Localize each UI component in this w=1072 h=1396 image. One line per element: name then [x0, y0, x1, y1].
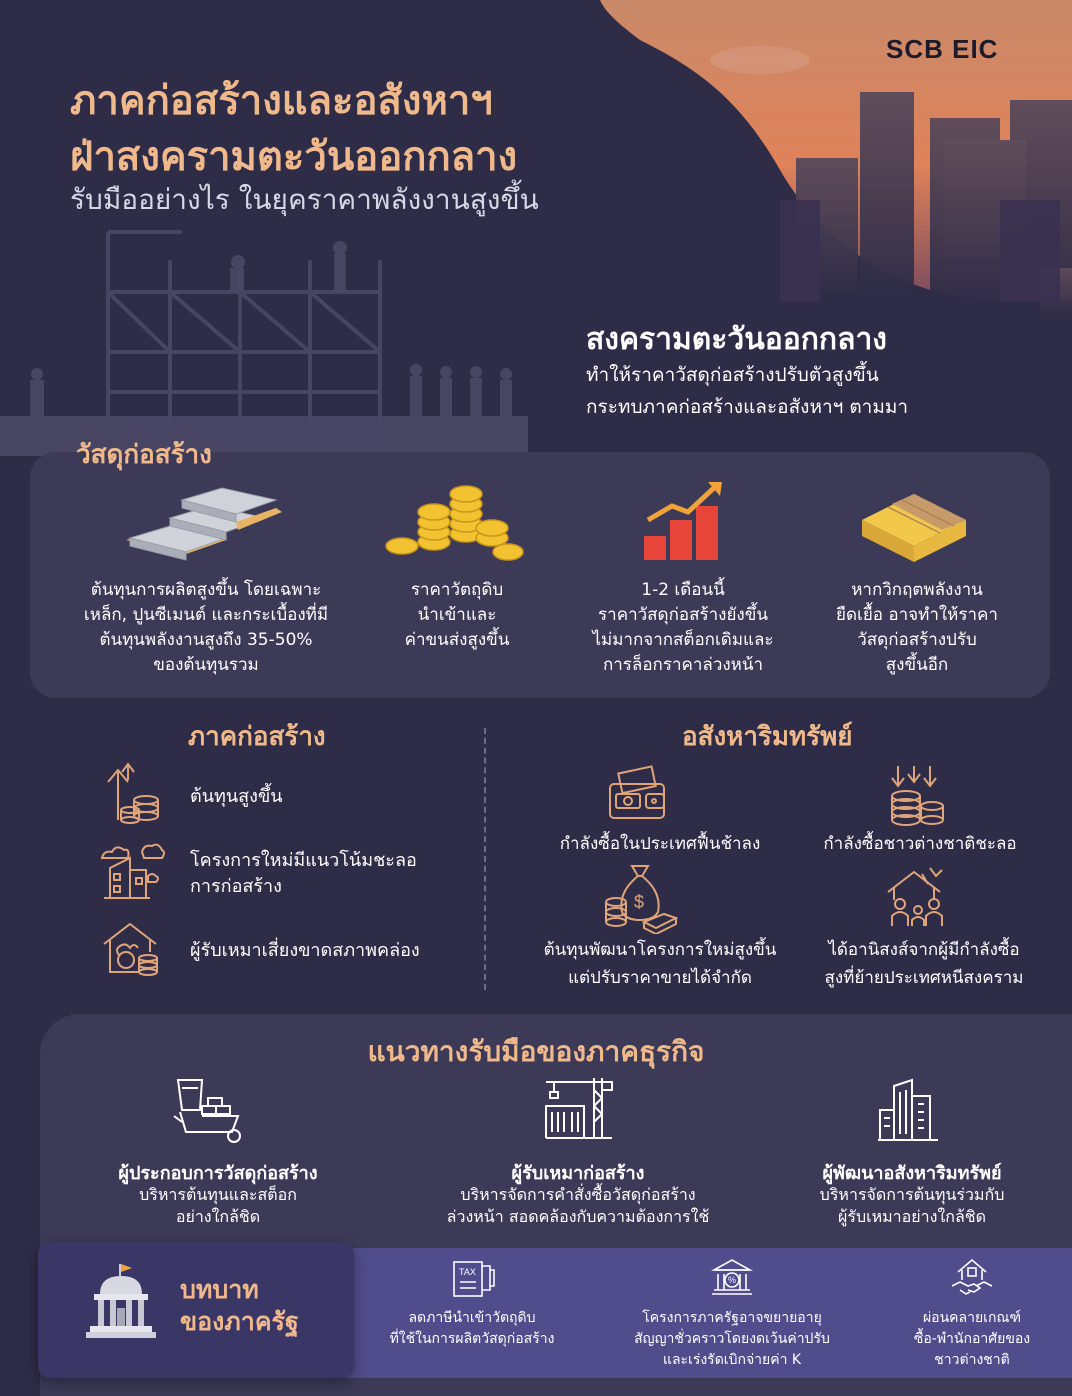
war-title: สงครามตะวันออกกลาง: [586, 322, 887, 357]
cement-cart-icon: [172, 1076, 244, 1144]
material-3-line2: ราคาวัสดุก่อสร้างยังขึ้น: [598, 605, 768, 625]
tax-document-icon: [450, 1258, 496, 1298]
war-line1: ทำให้ราคาวัสดุก่อสร้างปรับตัวสูงขึ้น: [586, 364, 879, 386]
rising-bar-chart-icon: [642, 478, 726, 562]
realestate-item-3-line2: แต่ปรับราคาขายได้จำกัด: [568, 968, 752, 988]
government-item-2-line3: และเร่งรัดเบิกจ่ายค่า K: [662, 1352, 802, 1368]
realestate-item-4-line1: ได้อานิสงส์จากผู้มีกำลังซื้อ: [828, 940, 1020, 960]
realestate-item-2: กำลังซื้อชาวต่างชาติชะลอ: [823, 834, 1017, 854]
material-2-line2: นำเข้าและ: [417, 605, 497, 625]
coins-icon: [384, 484, 524, 564]
strategy-item-2-line2: ล่วงหน้า สอดคล้องกับความต้องการใช้: [446, 1207, 710, 1226]
government-title-line2: ของภาครัฐ: [180, 1307, 299, 1336]
material-4-line4: สูงขึ้นอีก: [885, 655, 949, 675]
construction-item-1: ต้นทุนสูงขึ้น: [190, 786, 283, 807]
material-item-3: [574, 578, 792, 678]
government-item-1-line2: ที่ใช้ในการผลิตวัสดุก่อสร้าง: [389, 1331, 555, 1347]
svg-text:%: %: [728, 1275, 737, 1285]
government-item-3-line1: ผ่อนคลายเกณฑ์: [922, 1310, 1022, 1326]
construction-item-3: ผู้รับเหมาเสี่ยงขาดสภาพคล่อง: [190, 940, 420, 961]
tiles-icon: [858, 484, 970, 566]
government-item-3: [852, 1308, 1072, 1371]
scb-eic-logo: SCB EIC: [886, 34, 999, 64]
strategy-item-1-line1: บริหารต้นทุนและสต็อก: [139, 1185, 297, 1204]
realestate-item-4-line2: สูงที่ย้ายประเทศหนีสงคราม: [824, 968, 1024, 988]
construction-item-2-line2: การก่อสร้าง: [190, 876, 282, 897]
crane-building-icon: [544, 1076, 614, 1140]
strategy-item-3-title: ผู้พัฒนาอสังหาริมทรัพย์: [822, 1163, 1002, 1184]
svg-text:$: $: [634, 892, 645, 912]
government-item-3-line2: ซื้อ-พำนักอาศัยของ: [913, 1331, 1031, 1347]
handshake-house-icon: [950, 1256, 994, 1300]
material-2-line3: ค่าขนส่งสูงขึ้น: [404, 630, 510, 650]
page-subtitle: รับมืออย่างไร ในยุคราคาพลังงานสูงขึ้น: [70, 183, 539, 216]
strategy-item-1-title: ผู้ประกอบการวัสดุก่อสร้าง: [118, 1163, 318, 1184]
government-title-line1: บทบาท: [180, 1275, 259, 1304]
material-1-line2: เหล็ก, ปูนซีเมนต์ และกระเบื้องที่มี: [83, 605, 329, 625]
material-item-1: [80, 578, 332, 678]
material-4-line1: หากวิกฤตพลังงาน: [851, 580, 983, 600]
construction-heading: ภาคก่อสร้าง: [188, 722, 326, 752]
steel-bars-icon: [126, 478, 282, 568]
strategy-heading: แนวทางรับมือของภาคธุรกิจ: [367, 1035, 705, 1068]
realestate-item-1: กำลังซื้อในประเทศฟื้นช้าลง: [559, 834, 761, 854]
strategy-item-1-line2: อย่างใกล้ชิด: [175, 1207, 261, 1226]
government-item-1: [352, 1308, 592, 1350]
material-1-line1: ต้นทุนการผลิตสูงขึ้น โดยเฉพาะ: [90, 580, 322, 600]
government-percent-icon: [710, 1256, 754, 1298]
materials-heading: วัสดุก่อสร้าง: [76, 440, 212, 470]
material-2-line1: ราคาวัตถุดิบ: [410, 580, 504, 600]
strategy-item-2-title: ผู้รับเหมาก่อสร้าง: [511, 1163, 645, 1184]
war-line2: กระทบภาคก่อสร้างและอสังหาฯ ตามมา: [586, 396, 909, 418]
coins-down-icon: [884, 764, 946, 826]
tax-label: TAX: [459, 1267, 476, 1277]
government-building-icon: [86, 1262, 156, 1338]
construction-item-2-line1: โครงการใหม่มีแนวโน้มชะลอ: [190, 850, 417, 871]
government-item-1-line1: ลดภาษีนำเข้าวัตถุดิบ: [408, 1310, 536, 1326]
material-4-line3: วัสดุก่อสร้างปรับ: [857, 630, 977, 650]
realestate-item-3-line1: ต้นทุนพัฒนาโครงการใหม่สูงขึ้น: [543, 940, 777, 960]
material-3-line3: ไม่มากจากสต็อกเดิมและ: [592, 630, 774, 650]
strategy-item-3-line1: บริหารจัดการต้นทุนร่วมกับ: [819, 1185, 1005, 1204]
material-1-line4: ของต้นทุนรวม: [153, 655, 259, 675]
realestate-heading: อสังหาริมทรัพย์: [682, 722, 853, 752]
government-item-3-line3: ชาวต่างชาติ: [934, 1352, 1010, 1368]
liquidity-risk-icon: [100, 920, 162, 976]
material-item-4: [812, 578, 1022, 678]
cost-up-icon: [100, 760, 162, 824]
material-3-line1: 1-2 เดือนนี้: [641, 580, 725, 600]
government-item-2: [612, 1308, 852, 1371]
material-item-2: [352, 578, 562, 653]
buildings-icon: [876, 1076, 940, 1142]
government-item-2-line2: สัญญาชั่วคราวโดยงดเว้นค่าปรับ: [634, 1331, 830, 1347]
strategy-item-2-line1: บริหารจัดการคำสั่งซื้อวัสดุก่อสร้าง: [460, 1185, 696, 1204]
page-title-line2: ฝ่าสงครามตะวันออกกลาง: [70, 134, 518, 180]
money-bag-icon: [604, 862, 678, 934]
page-title-line1: ภาคก่อสร้างและอสังหาฯ: [70, 78, 493, 124]
family-relocation-icon: [884, 864, 950, 930]
project-slowdown-icon: [100, 840, 166, 902]
strategy-item-3-line2: ผู้รับเหมาอย่างใกล้ชิด: [837, 1207, 986, 1226]
section-divider: [484, 728, 486, 990]
material-1-line3: ต้นทุนพลังงานสูงถึง 35-50%: [99, 630, 313, 650]
material-4-line2: ยืดเยื้อ อาจทำให้ราคา: [836, 605, 998, 625]
government-item-2-line1: โครงการภาครัฐอาจขยายอายุ: [642, 1310, 822, 1326]
wallet-icon: [606, 764, 668, 822]
material-3-line4: การล็อกราคาล่วงหน้า: [602, 655, 764, 675]
